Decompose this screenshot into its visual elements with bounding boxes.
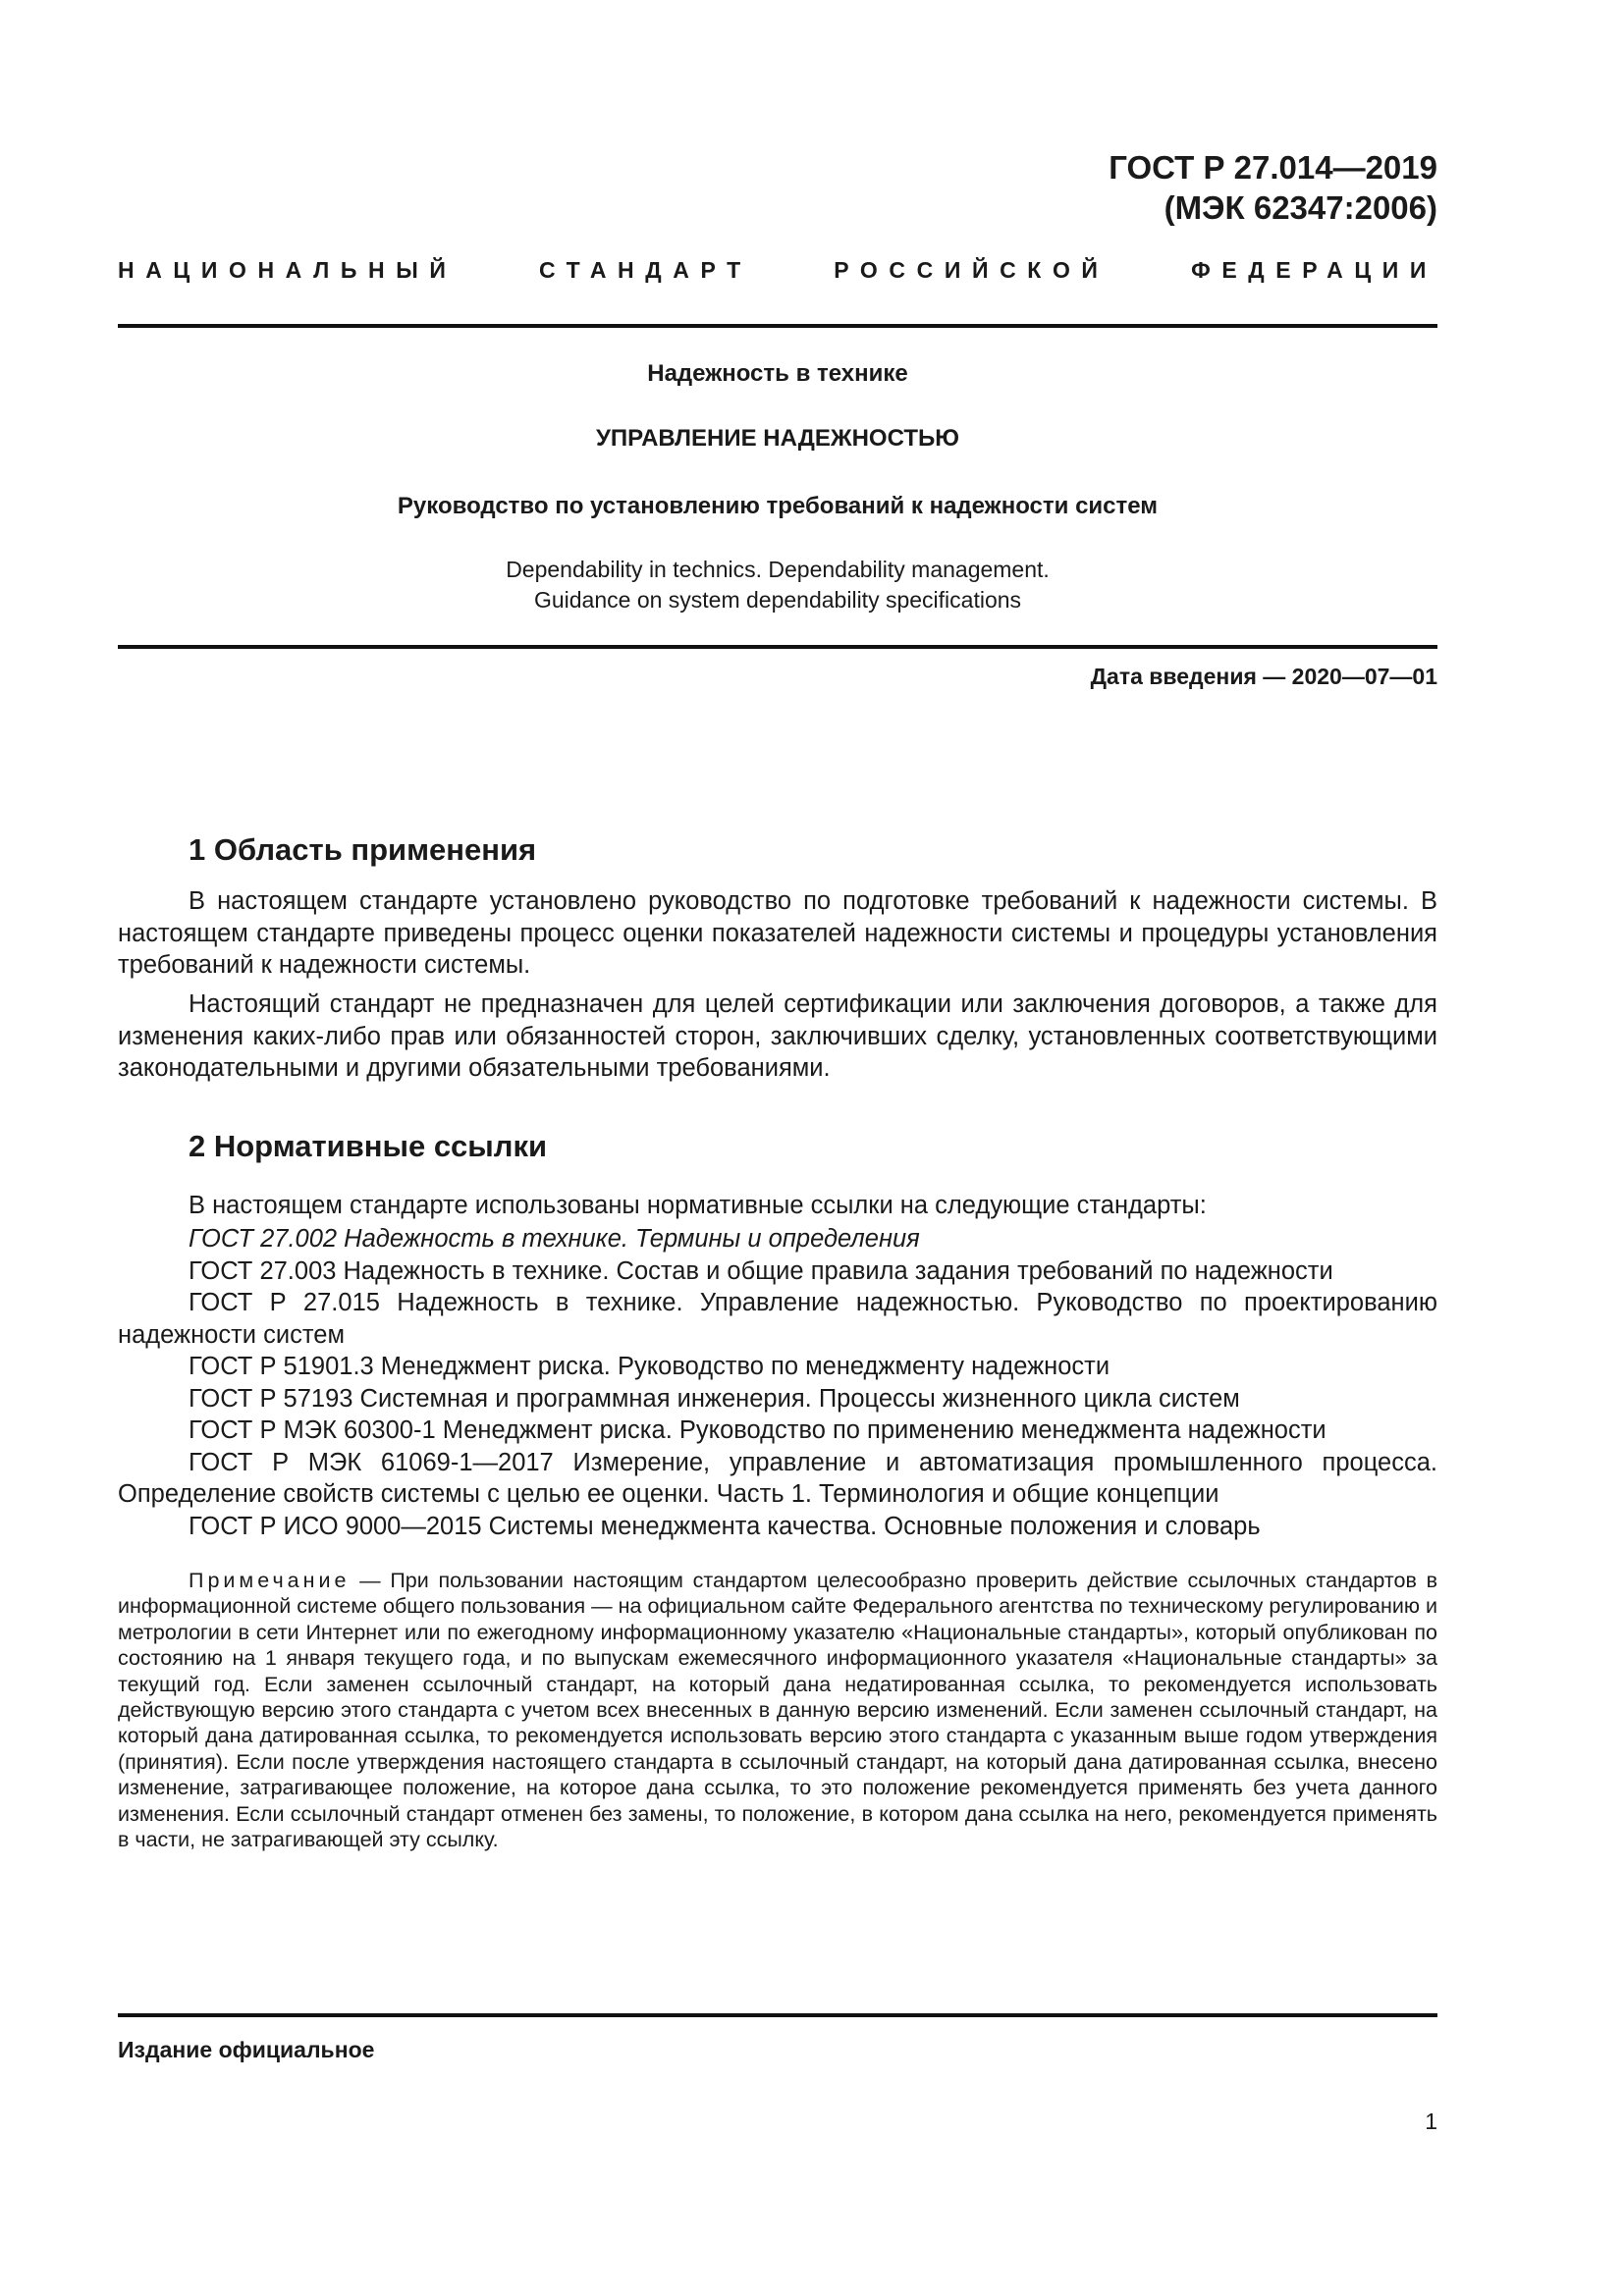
national-standard-banner: НАЦИОНАЛЬНЫЙ СТАНДАРТ РОССИЙСКОЙ ФЕДЕРАЦИИ (118, 257, 1437, 283)
title-line2: УПРАВЛЕНИЕ НАДЕЖНОСТЬЮ (596, 425, 959, 452)
references-list (118, 1223, 1437, 1542)
document-page (118, 0, 1437, 2296)
title-line3: Руководство по установлению требований к надежности систем (397, 493, 1159, 519)
reference-item: ГОСТ Р МЭК 61069-1—2017 Измерение, управление и автоматизация промышленного процесса. Определение свойств системы с целью ее оценки. Часть 1. Терминология и общие концепции (118, 1448, 1437, 1508)
reference-item: ГОСТ 27.003 Надежность в технике. Состав и общие правила задания требований по надежности (189, 1256, 1333, 1285)
english-title-line1: Dependability in technics. Dependability management. (506, 557, 1050, 582)
note-text: — При пользовании настоящим стандартом целесообразно проверить действие ссылочных стандартов в информационной системе общего пользования — на официальном сайте Федерального агентства по техническому регулированию и метрологии в сети Интернет или по ежегодному информационному указателю «Национальные стандарты», который опубликован по состоянию на 1 января текущего года, и по выпускам ежемесячного информационного указателя «Национальные стандарты» за текущий год. Если заменен ссылочный стандарт, на который дана недатированная ссылка, то рекомендуется использовать действующую версию этого стандарта с учетом всех внесенных в данную версию изменений. Если заменен ссылочный стандарт, на который дана датированная ссылка, то рекомендуется использовать версию этого стандарта с указанным выше годом утверждения (принятия). Если после утверждения настоящего стандарта в ссылочный стандарт, на который дана датированная ссылка, внесено изменение, затрагивающее положение, на которое дана ссылка, то это положение рекомендуется применять без учета данного изменения. Если ссылочный стандарт отменен без замены, то положение, в котором дана ссылка на него, рекомендуется применять в части, не затрагивающей эту ссылку. (118, 1569, 1437, 1852)
designation-line1: ГОСТ Р 27.014—2019 (1109, 149, 1437, 186)
reference-item: ГОСТ Р 51901.3 Менеджмент риска. Руководство по менеджменту надежности (189, 1353, 1110, 1380)
designation-line2: (МЭК 62347:2006) (1164, 189, 1437, 226)
date-of-introduction: Дата введения — 2020—07—01 (1090, 664, 1437, 689)
title-line1: Надежность в технике (647, 360, 908, 387)
reference-item: ГОСТ 27.002 Надежность в технике. Термины и определения (189, 1225, 920, 1253)
section2-heading: 2 Нормативные ссылки (189, 1129, 548, 1163)
english-title (118, 555, 1437, 615)
note (118, 1568, 1437, 1852)
note-label: Примечание (189, 1569, 351, 1592)
english-title-line2: Guidance on system dependability specifications (533, 587, 1022, 613)
reference-item: ГОСТ Р МЭК 60300-1 Менеджмент риска. Руководство по применению менеджмента надежности (189, 1416, 1326, 1444)
footer-rule (118, 2013, 1437, 2017)
section1-heading: 1 Область применения (189, 832, 537, 867)
page-number: 1 (1425, 2109, 1437, 2134)
standard-designation (1109, 147, 1437, 228)
reference-item: ГОСТ Р ИСО 9000—2015 Системы менеджмента качества. Основные положения и словарь (189, 1512, 1261, 1540)
edition-label: Издание официальное (118, 2037, 375, 2062)
reference-item: ГОСТ Р 27.015 Надежность в технике. Управление надежностью. Руководство по проектированию надежности систем (118, 1289, 1437, 1349)
section2-intro: В настоящем стандарте использованы нормативные ссылки на следующие стандарты: (189, 1192, 1207, 1219)
section1-paragraph2: Настоящий стандарт не предназначен для целей сертификации или заключения договоров, а также для изменения каких-либо прав или обязанностей сторон, заключивших сделку, установленных соответствующими законодательными и другими обязательными требованиями. (118, 990, 1437, 1082)
top-rule (118, 324, 1437, 328)
reference-item: ГОСТ Р 57193 Системная и программная инженерия. Процессы жизненного цикла систем (189, 1384, 1240, 1413)
section1-paragraph1: В настоящем стандарте установлено руководство по подготовке требований к надежности системы. В настоящем стандарте приведены процесс оценки показателей надежности системы и процедуры установления требований к надежности системы. (118, 887, 1437, 979)
title-rule (118, 645, 1437, 649)
